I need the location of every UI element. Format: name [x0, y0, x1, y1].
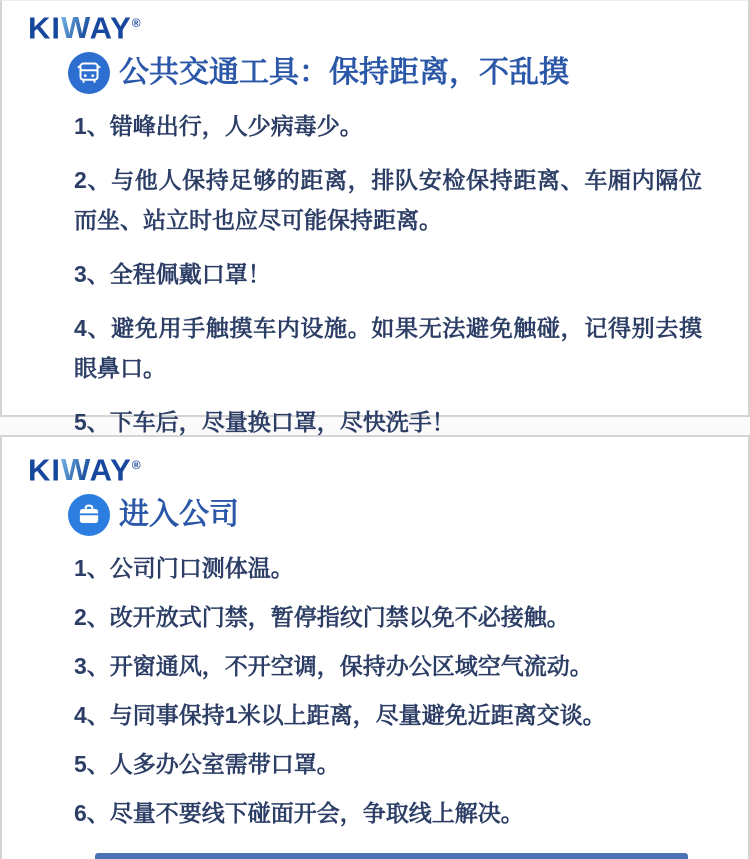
logo-text: KI [28, 10, 61, 46]
section-header-transport [68, 52, 720, 94]
next-section-banner-edge [95, 853, 688, 859]
logo-text-ay: AY [89, 10, 132, 46]
list-item: 1、公司门口测体温。 [74, 555, 294, 582]
bus-icon [68, 52, 110, 94]
list-item: 3、全程佩戴口罩！ [74, 261, 271, 288]
logo-text-w: W [61, 452, 90, 488]
logo-text: KI [28, 452, 61, 488]
company-tips-list [74, 548, 702, 833]
list-item: 1、错峰出行，人少病毒少。 [74, 113, 363, 140]
section-title-transport: 公共交通工具：保持距离，不乱摸 [119, 56, 569, 90]
logo-text-ay: AY [89, 452, 132, 488]
list-item: 4、与同事保持1米以上距离，尽量避免近距离交谈。 [74, 702, 606, 729]
transport-tips-list [74, 106, 702, 442]
list-item: 2、改开放式门禁，暂停指纹门禁以免不必接触。 [74, 604, 570, 631]
list-item: 4、避免用手触摸车内设施。如果无法避免触碰，记得别去摸眼鼻口。 [74, 315, 702, 382]
section-title-company: 进入公司 [119, 498, 239, 532]
logo-text-w: W [61, 10, 90, 46]
kiway-logo [28, 449, 141, 486]
registered-mark: ® [131, 458, 141, 472]
list-item: 5、人多办公室需带口罩。 [74, 751, 340, 778]
list-item: 3、开窗通风，不开空调，保持办公区域空气流动。 [74, 653, 593, 680]
briefcase-icon [68, 494, 110, 536]
list-item: 2、与他人保持足够的距离，排队安检保持距离、车厢内隔位而坐、站立时也应尽可能保持距离。 [74, 167, 702, 234]
card-enter-company [0, 435, 750, 859]
section-header-company [68, 494, 720, 536]
list-item: 5、下车后，尽量换口罩，尽快洗手！ [74, 409, 455, 436]
list-item: 6、尽量不要线下碰面开会，争取线上解决。 [74, 800, 524, 827]
registered-mark: ® [131, 16, 141, 30]
kiway-logo [28, 7, 141, 44]
